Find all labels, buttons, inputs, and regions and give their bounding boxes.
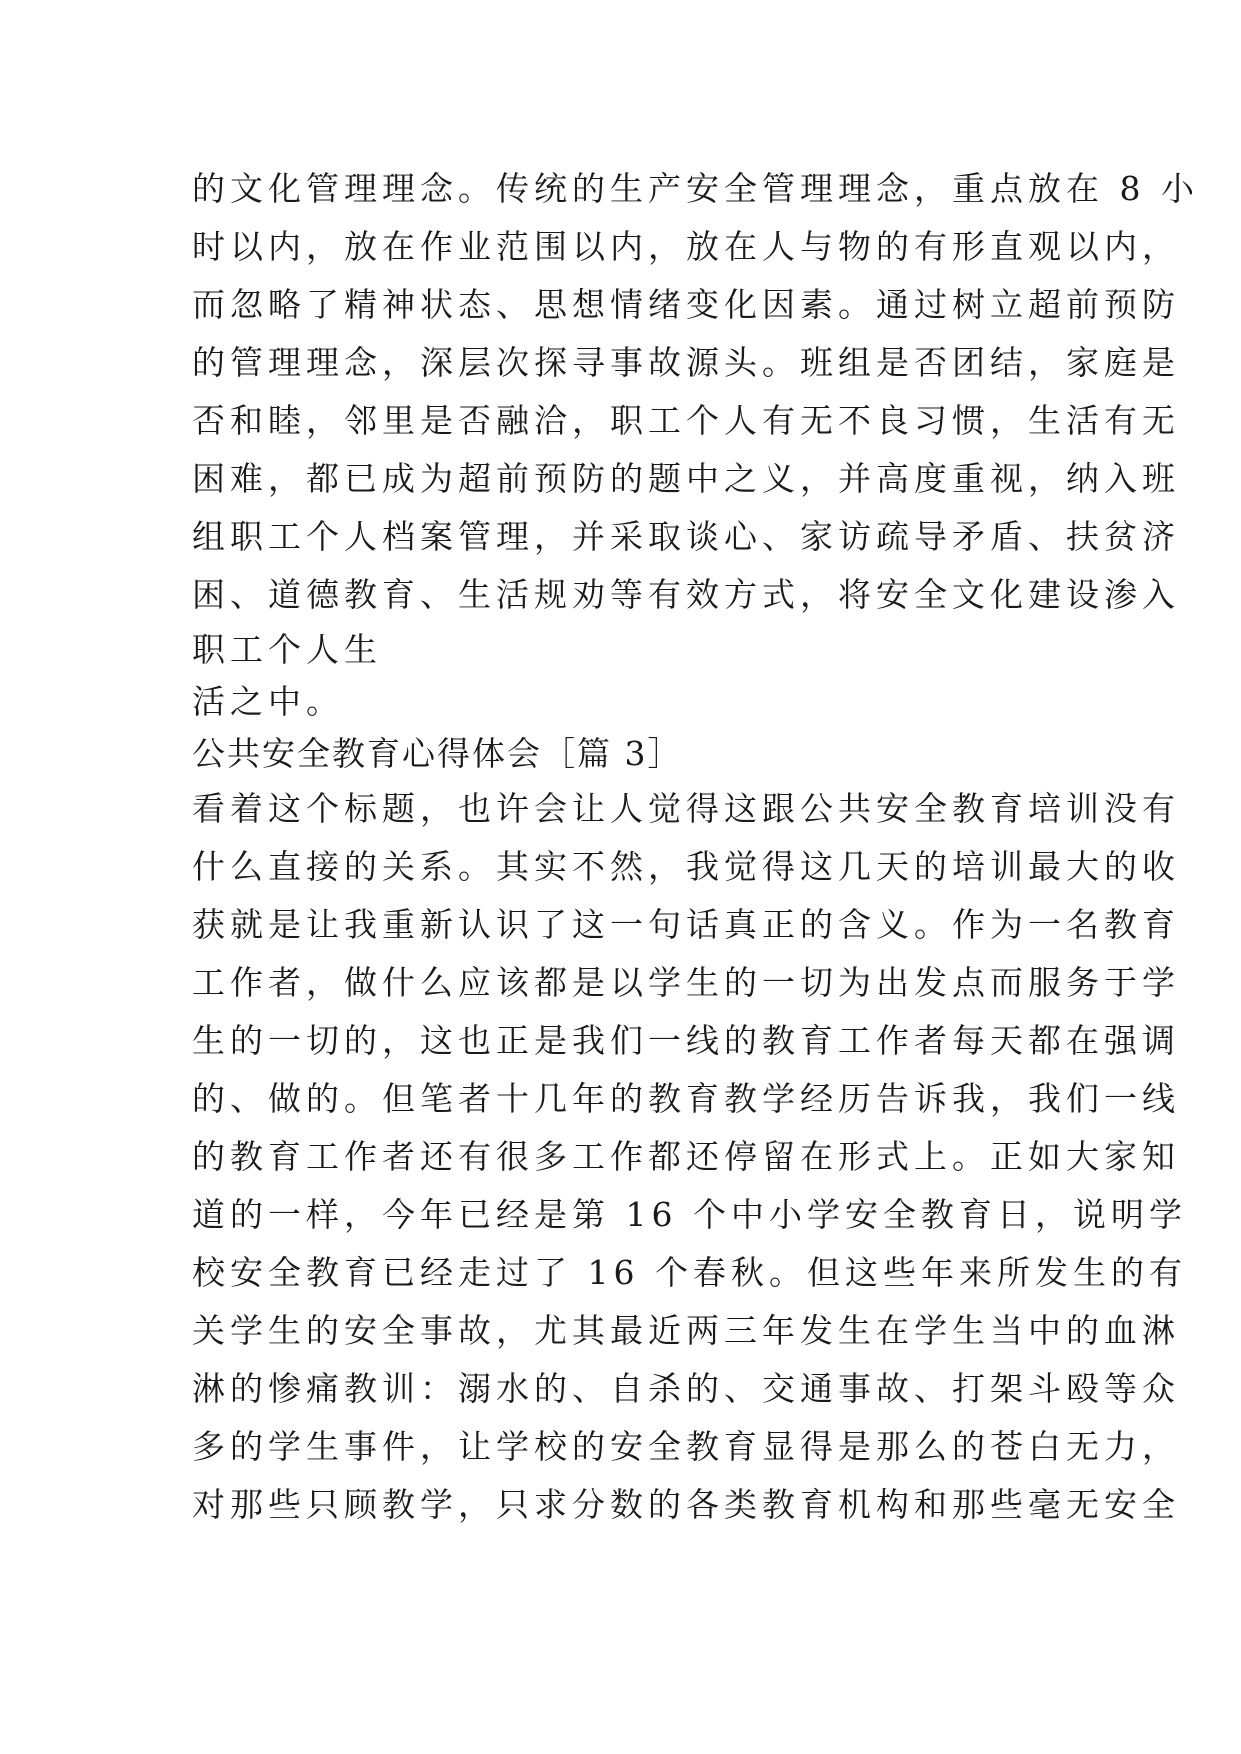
text-line: 工作者，做什么应该都是以学生的一切为出发点而服务于学: [192, 963, 1180, 1002]
text-line: 困、道德教育、生活规劝等有效方式，将安全文化建设渗入: [192, 575, 1180, 614]
text-line: 生的一切的，这也正是我们一线的教育工作者每天都在强调: [192, 1021, 1180, 1060]
text-line: 道的一样，今年已经是第 16 个中小学安全教育日，说明学: [192, 1195, 1187, 1234]
text-line: 获就是让我重新认识了这一句话真正的含义。作为一名教育: [192, 905, 1180, 944]
text-line: 否和睦，邻里是否融洽，职工个人有无不良习惯，生活有无: [192, 401, 1180, 440]
text-line: 活之中。: [192, 682, 344, 721]
text-line: 的、做的。但笔者十几年的教育教学经历告诉我，我们一线: [192, 1079, 1180, 1118]
text-line: 的管理理念，深层次探寻事故源头。班组是否团结，家庭是: [192, 343, 1180, 382]
text-line: 关学生的安全事故，尤其最近两三年发生在学生当中的血淋: [192, 1311, 1180, 1350]
text-line: 组职工个人档案管理，并采取谈心、家访疏导矛盾、扶贫济: [192, 517, 1180, 556]
text-line: 校安全教育已经走过了 16 个春秋。但这些年来所发生的有: [192, 1253, 1187, 1292]
text-line: 的文化管理理念。传统的生产安全管理理念，重点放在 8 小: [192, 169, 1199, 208]
text-line: 多的学生事件，让学校的安全教育显得是那么的苍白无力，: [192, 1427, 1180, 1466]
text-line: 看着这个标题，也许会让人觉得这跟公共安全教育培训没有: [192, 789, 1180, 828]
section-heading: 公共安全教育心得体会［篇 3］: [192, 734, 683, 773]
text-line: 时以内，放在作业范围以内，放在人与物的有形直观以内，: [192, 227, 1180, 266]
text-line: 什么直接的关系。其实不然，我觉得这几天的培训最大的收: [192, 847, 1180, 886]
text-line: 淋的惨痛教训：溺水的、自杀的、交通事故、打架斗殴等众: [192, 1369, 1180, 1408]
text-line: 职工个人生: [192, 630, 382, 669]
text-line: 困难，都已成为超前预防的题中之义，并高度重视，纳入班: [192, 459, 1180, 498]
text-line: 的教育工作者还有很多工作都还停留在形式上。正如大家知: [192, 1137, 1180, 1176]
text-line: 而忽略了精神状态、思想情绪变化因素。通过树立超前预防: [192, 285, 1180, 324]
text-line: 对那些只顾教学，只求分数的各类教育机构和那些毫无安全: [192, 1485, 1180, 1524]
body-text: [192, 160, 1199, 1534]
